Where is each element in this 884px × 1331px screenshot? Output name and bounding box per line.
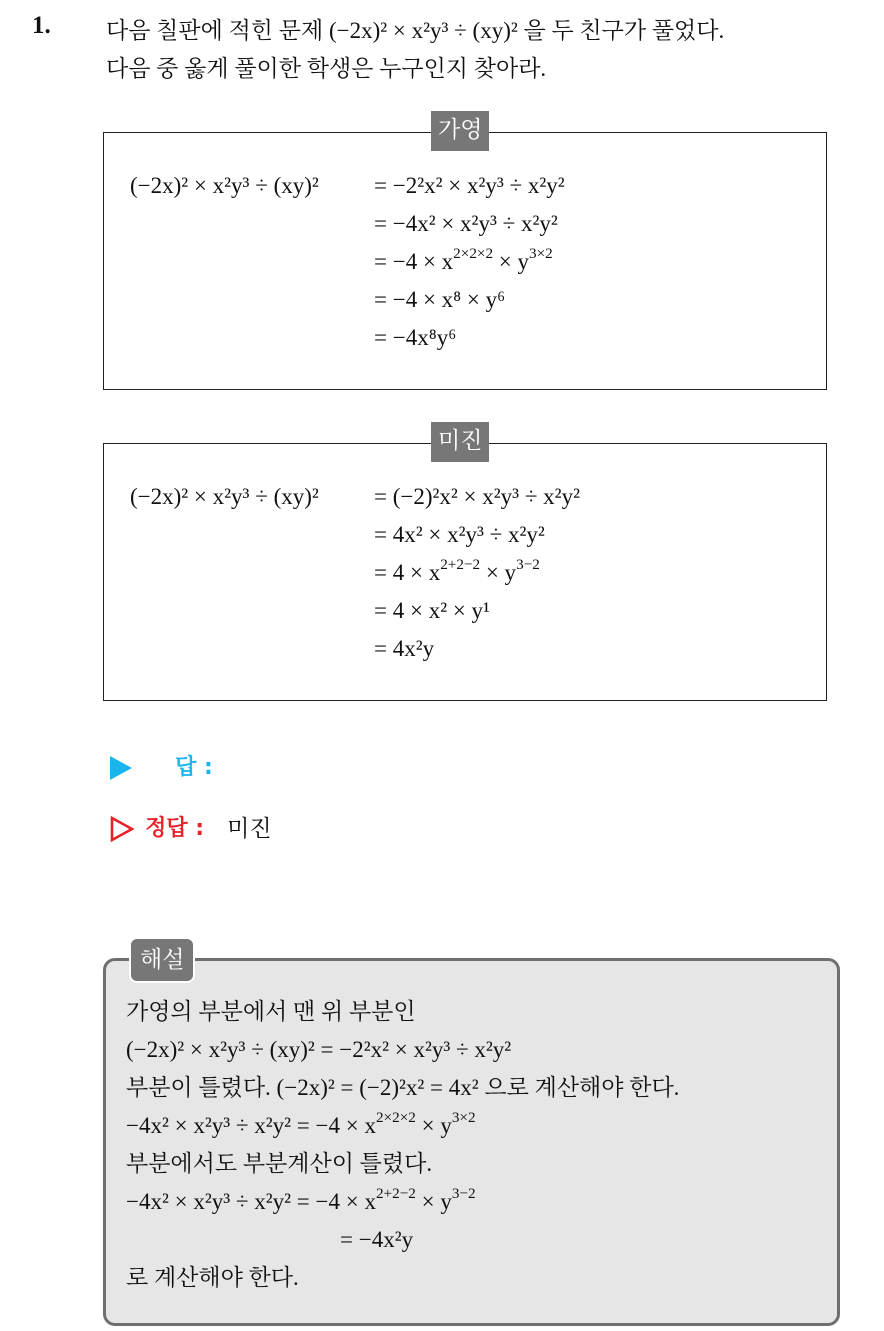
question-number: 1.	[32, 12, 51, 39]
solution-panel-mijin	[103, 428, 827, 701]
explanation-line: $-4x^2 \times x^2y^3 \div x^2y^2 = -4 \times x^{2\times 2\times 2} \times y^{3\times 2}$	[126, 1109, 476, 1138]
correct-answer-value: 미진	[227, 815, 272, 842]
panel-label-gayoung: 가영	[431, 111, 489, 151]
derivation-step: = −2²x² × x²y³ ÷ x²y²	[374, 173, 565, 198]
explanation-tag: 해설	[129, 937, 195, 983]
solution-panel-gayoung	[103, 117, 827, 390]
derivation-step: = −4x⁸y⁶	[374, 325, 457, 350]
derivation-step: = 4 × x² × y¹	[374, 598, 490, 623]
explanation-line: 가영의 부분에서 맨 위 부분인	[126, 999, 416, 1024]
panel-label-mijin: 미진	[431, 422, 489, 462]
correct-answer-row	[110, 810, 272, 846]
explanation-line: 부분에서도 부분계산이 틀렸다.	[126, 1151, 433, 1176]
correct-answer-label: 정답 :	[145, 815, 205, 841]
explanation-text	[126, 993, 679, 1297]
derivation-lhs: (−2x)² × x²y³ ÷ (xy)²	[130, 173, 319, 198]
outline-triangle-icon	[110, 816, 134, 842]
explanation-line: = −4x²y	[340, 1227, 414, 1252]
derivation-step: = (−2)²x² × x²y³ ÷ x²y²	[374, 484, 580, 509]
explanation-line: 로 계산해야 한다.	[126, 1265, 299, 1290]
derivation-step: = 4x²y	[374, 636, 435, 661]
derivation-mijin	[130, 478, 580, 668]
explanation-line: 부분이 틀렸다. (−2x)² = (−2)²x² = 4x² 으로 계산해야 한다.	[126, 1075, 680, 1100]
answer-label: 답 :	[175, 754, 213, 780]
derivation-step: = −4 × x⁸ × y⁶	[374, 287, 506, 312]
question-line-1: 다음 칠판에 적힌 문제 (−2x)² × x²y³ ÷ (xy)² 을 두 친구가 풀었다.	[106, 18, 725, 43]
derivation-gayoung	[130, 167, 565, 357]
derivation-step: = $-4 \times x^{2\times 2\times 2} \times y^{3\times 2}$	[374, 245, 553, 274]
derivation-step: = 4x² × x²y³ ÷ x²y²	[374, 522, 545, 547]
play-triangle-icon	[110, 756, 132, 780]
question-text	[106, 12, 724, 88]
explanation-line: $-4x^2 \times x^2y^3 \div x^2y^2 = -4 \times x^{2+2-2} \times y^{3-2}$	[126, 1185, 476, 1214]
derivation-step: = −4x² × x²y³ ÷ x²y²	[374, 211, 558, 236]
derivation-lhs: (−2x)² × x²y³ ÷ (xy)²	[130, 484, 319, 509]
explanation-line: (−2x)² × x²y³ ÷ (xy)² = −2²x² × x²y³ ÷ x²y²	[126, 1037, 512, 1062]
derivation-step: = $4 \times x^{2+2-2} \times y^{3-2}$	[374, 556, 540, 585]
question-line-2: 다음 중 옳게 풀이한 학생은 누구인지 찾아라.	[106, 56, 547, 81]
answer-row	[110, 750, 213, 784]
